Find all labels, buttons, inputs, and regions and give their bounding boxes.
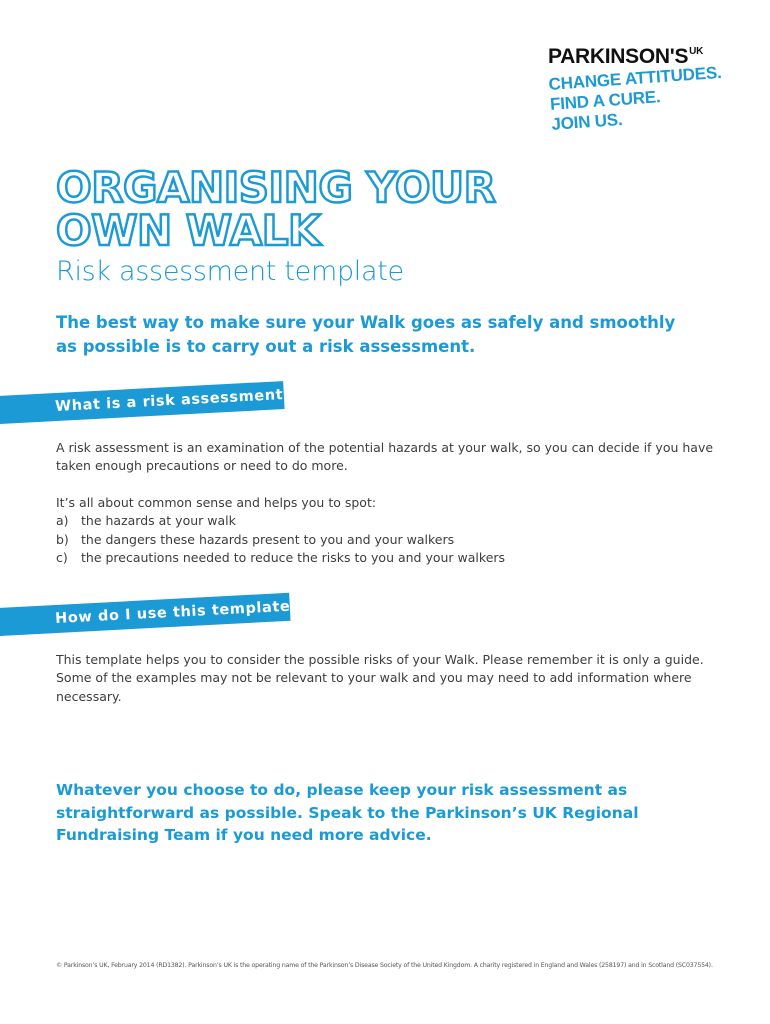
list-item [56,512,716,530]
list-item [56,531,716,549]
list-item-text: the dangers these hazards present to you and your walkers [81,531,455,547]
risk-assessment-paragraph: A risk assessment is an examination of the potential hazards at your walk, so you can decide if you have taken enough precautions or need to do more. [56,440,714,474]
logo-name-text: PARKINSON'S [548,45,689,68]
closing-statement: Whatever you choose to do, please keep your risk assessment as straightforward as possible. Speak to the Parkinson’s UK Regional Fundraising Team if you need more advice. [56,781,639,844]
logo-tagline-line: CHANGE ATTITUDES. [548,62,723,94]
list-item-text: the hazards at your walk [81,513,236,529]
page-title-line-2: OWN WALK [56,206,321,255]
risk-assessment-list-block [56,494,716,567]
copyright-footer: © Parkinson’s UK, February 2014 (RD1382). Parkinson’s UK is the operating name of the Parkinson’s Disease Society of the United Kingdom. A charity registered in England and Wales (258197) and in Scotland (SC037554). [56,962,713,969]
list-item-text: the precautions needed to reduce the risks to you and your walkers [81,549,506,565]
logo-tagline [548,63,725,135]
logo-tagline-line: JOIN US. [550,109,624,134]
page-title-line-1: ORGANISING YOUR [56,163,496,212]
logo-uk-suffix: UK [689,46,703,57]
section-heading-risk-assessment: What is a risk assessment? [0,381,285,425]
list-lead-text: It’s all about common sense and helps you to spot: [56,495,377,510]
use-template-paragraph: This template helps you to consider the possible risks of your Walk. Please remember it is only a guide. Some of the examples may not be relevant to your walk and you may need to add information where necessary. [56,652,704,704]
list-item [56,549,716,567]
spot-list [56,512,716,567]
logo-tagline-line: FIND A CURE. [549,87,662,114]
list-marker: c) [56,549,68,565]
list-marker: b) [56,531,69,547]
intro-statement: The best way to make sure your Walk goes as safely and smoothly as possible is to carry out a risk assessment. [56,313,676,356]
list-marker: a) [56,513,69,529]
page-subtitle: Risk assessment template [56,256,404,287]
section-heading-use-template: How do I use this template? [0,593,291,637]
page-title [56,163,496,255]
parkinsons-uk-logo [548,40,721,135]
